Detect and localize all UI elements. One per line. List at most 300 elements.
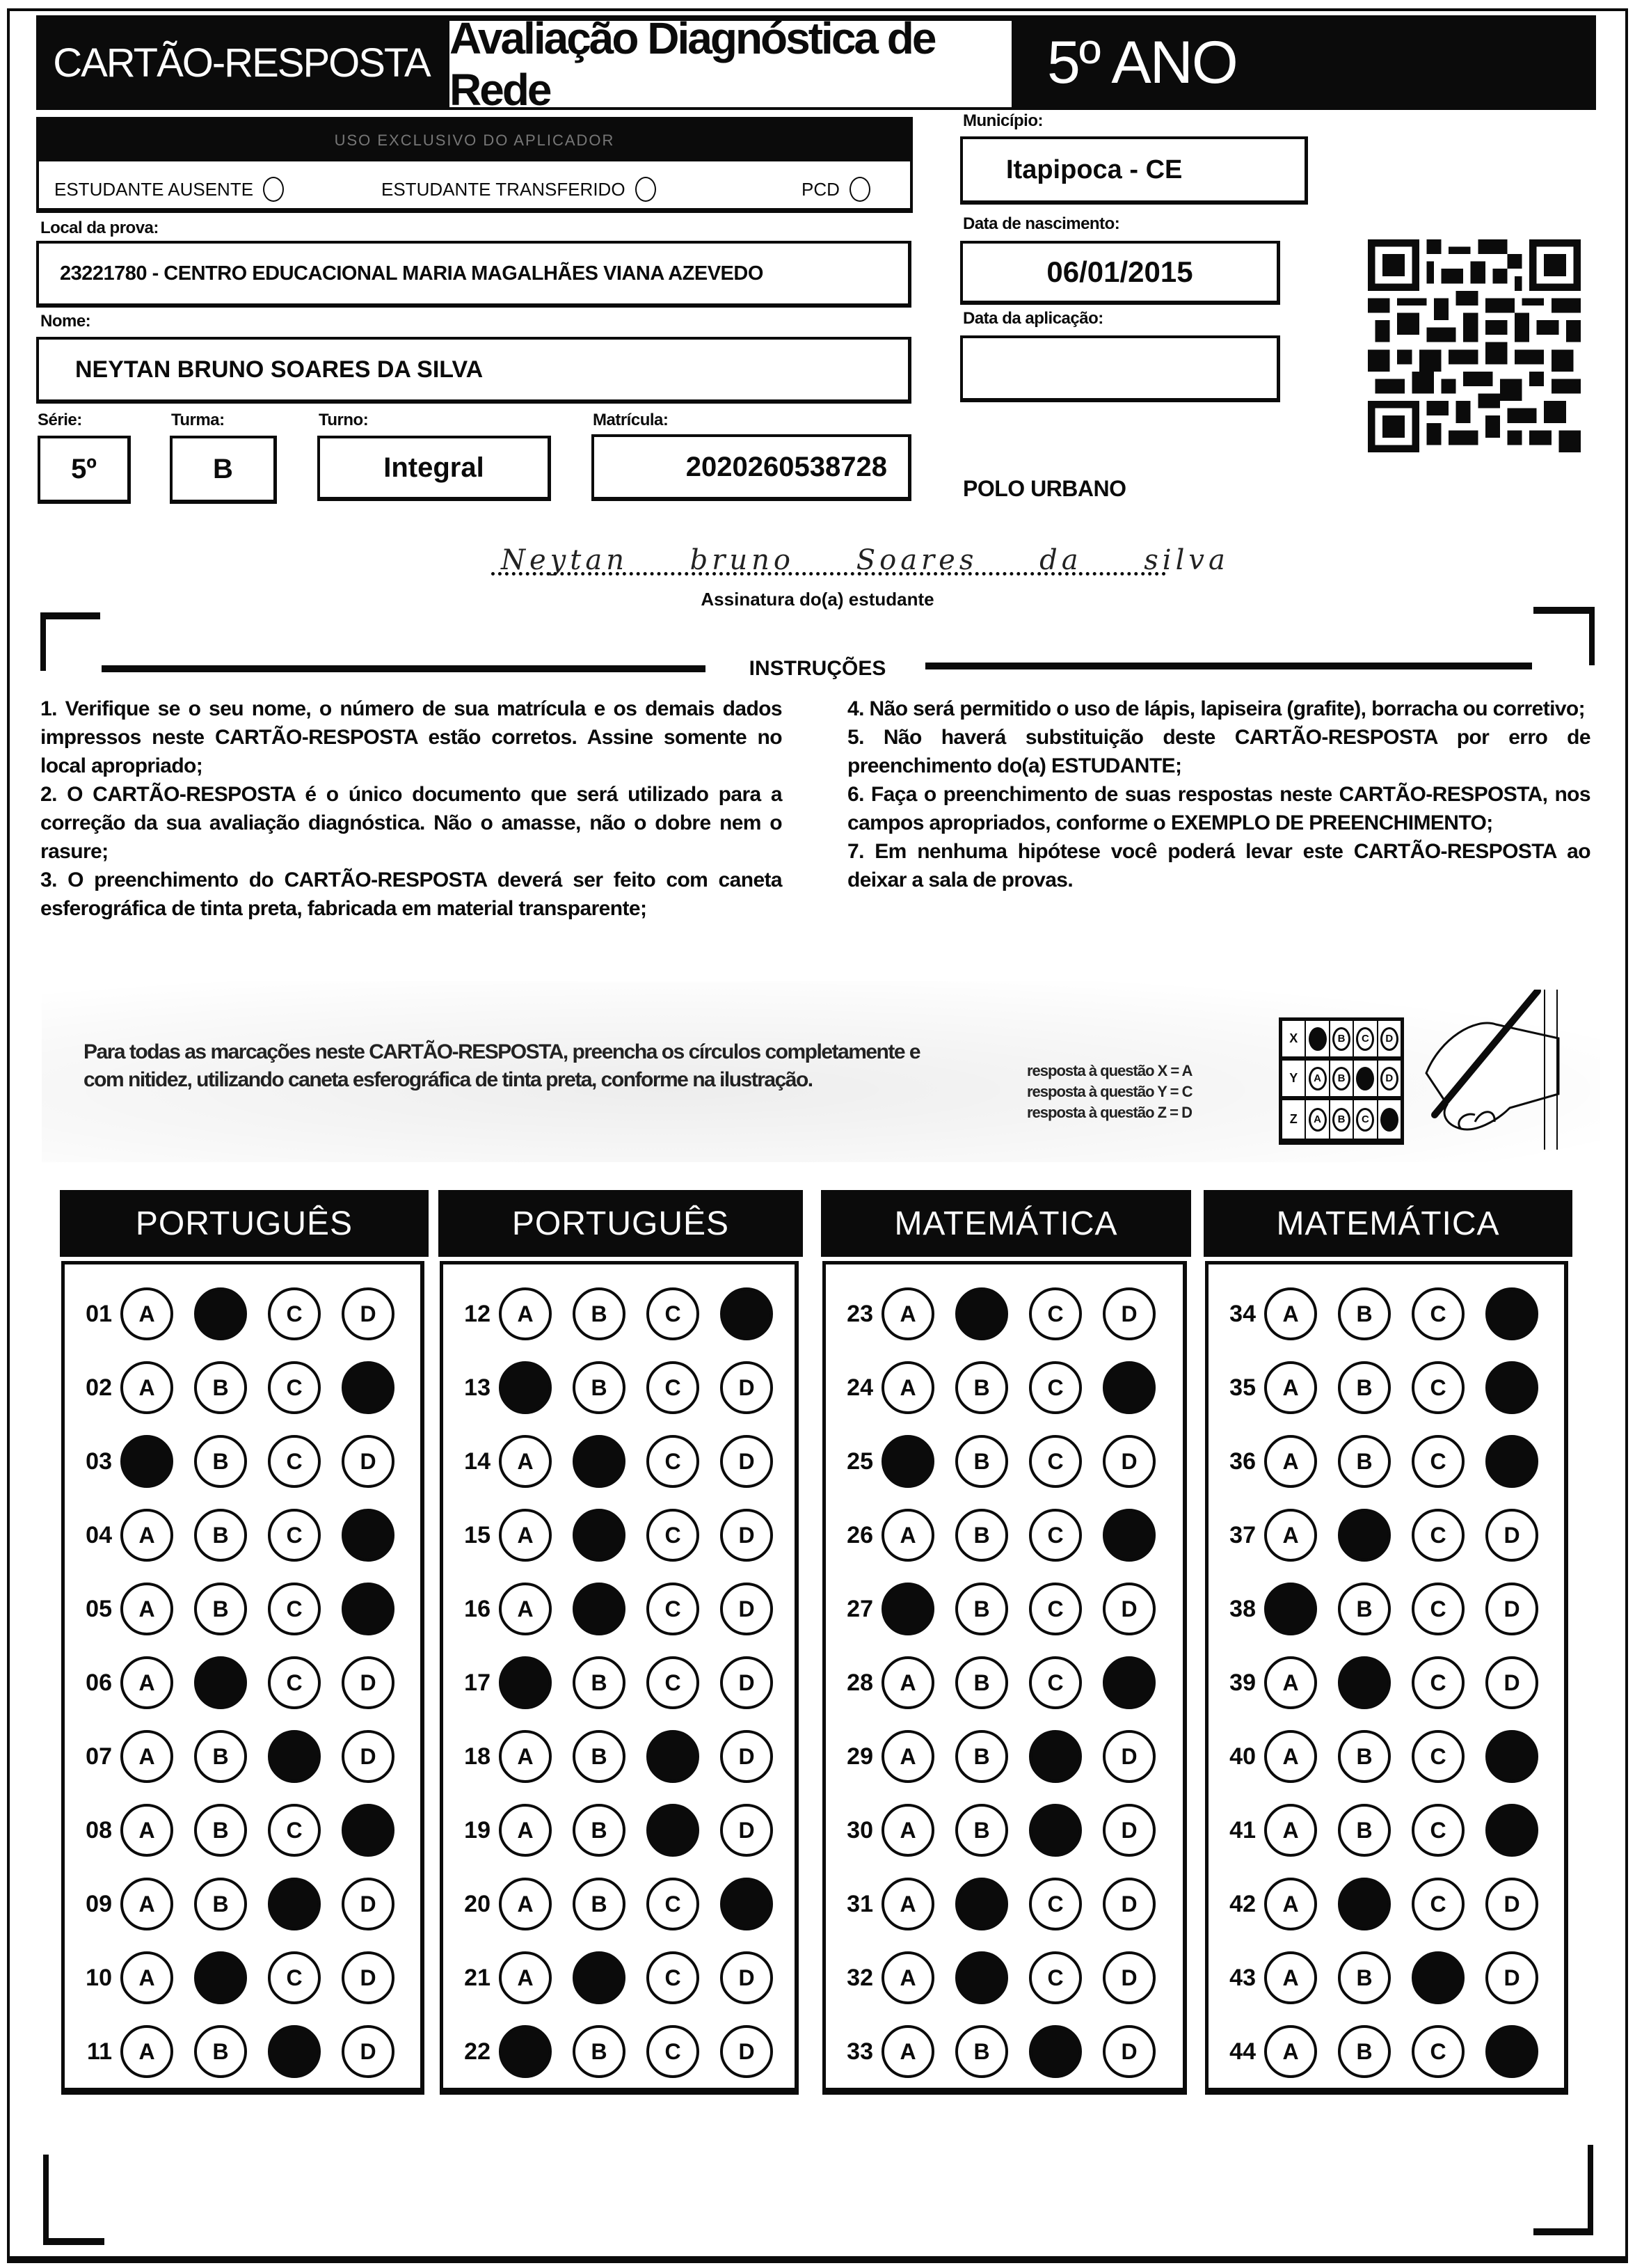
answer-bubble-d[interactable]: [1485, 1435, 1538, 1488]
question-number: 16: [464, 1595, 490, 1622]
question-row: [1209, 1425, 1559, 1498]
answer-bubble-c[interactable]: C: [1412, 1730, 1465, 1783]
answer-bubble-d[interactable]: D: [1485, 1656, 1538, 1709]
answer-bubble-d[interactable]: D: [342, 1878, 394, 1930]
answer-bubble-d[interactable]: D: [342, 1951, 394, 2004]
answer-bubble-b[interactable]: B: [194, 1361, 247, 1414]
answer-bubble-b[interactable]: B: [573, 2025, 625, 2078]
answer-bubble-a[interactable]: A: [882, 1804, 934, 1857]
answer-bubble-c[interactable]: C: [268, 1435, 321, 1488]
answer-bubble-a[interactable]: A: [882, 1730, 934, 1783]
question-number: 42: [1229, 1890, 1256, 1917]
answer-bubble-d[interactable]: D: [1103, 1878, 1156, 1930]
question-row: [443, 1646, 794, 1720]
answer-bubble-d[interactable]: D: [342, 1656, 394, 1709]
answer-bubble-b[interactable]: B: [955, 1583, 1008, 1635]
question-number: 36: [1229, 1448, 1256, 1475]
answer-bubble-c[interactable]: C: [268, 1804, 321, 1857]
answer-bubble-b[interactable]: [955, 1287, 1008, 1340]
example-bubble-c: [1356, 1067, 1374, 1091]
question-number: 44: [1229, 2038, 1256, 2065]
answer-bubble-d[interactable]: D: [1485, 1951, 1538, 2004]
answer-bubble-b[interactable]: [955, 1951, 1008, 2004]
answer-bubble-d[interactable]: [342, 1509, 394, 1562]
serie-label: Série:: [38, 411, 82, 429]
question-row: [1209, 1498, 1559, 1572]
question-number: 22: [464, 2038, 490, 2065]
example-row-label: Z: [1282, 1100, 1305, 1139]
question-number: 39: [1229, 1669, 1256, 1696]
answer-bubble-b[interactable]: B: [573, 1656, 625, 1709]
question-row: [65, 1351, 415, 1425]
example-bubble-c: C: [1356, 1108, 1374, 1132]
municipio-field: Itapipoca - CE: [960, 136, 1308, 205]
answer-bubble-c[interactable]: C: [1412, 1878, 1465, 1930]
question-number: 33: [847, 2038, 873, 2065]
answer-bubble-b[interactable]: B: [1338, 1361, 1391, 1414]
example-cell: [1330, 1020, 1353, 1060]
answer-bubble-d[interactable]: D: [1103, 1435, 1156, 1488]
answer-bubble-a[interactable]: A: [120, 1804, 173, 1857]
grade-title: 5º ANO: [1047, 29, 1237, 96]
question-number: 25: [847, 1448, 873, 1475]
matricula-field: 2020260538728: [591, 434, 911, 501]
question-row: [1209, 1277, 1559, 1351]
question-row: [443, 2015, 794, 2088]
question-number: 40: [1229, 1743, 1256, 1770]
question-row: [1209, 1572, 1559, 1646]
hand-pen-icon: [1398, 990, 1593, 1150]
answer-bubble-c[interactable]: [646, 1730, 699, 1783]
matricula-label: Matrícula:: [593, 411, 669, 429]
local-field: 23221780 - CENTRO EDUCACIONAL MARIA MAGALHÃES VIANA AZEVEDO: [36, 241, 911, 308]
question-row: [826, 1351, 1177, 1425]
answer-bubble-b[interactable]: B: [955, 1435, 1008, 1488]
answer-bubble-c[interactable]: [268, 1730, 321, 1783]
answer-bubble-c[interactable]: C: [646, 1878, 699, 1930]
question-number: 18: [464, 1743, 490, 1770]
question-row: [826, 1941, 1177, 2015]
question-number: 31: [847, 1890, 873, 1917]
answer-bubble-b[interactable]: B: [1338, 1951, 1391, 2004]
example-bubble-a: A: [1309, 1067, 1327, 1091]
question-number: 13: [464, 1374, 490, 1401]
answer-bubble-b[interactable]: [194, 1951, 247, 2004]
answer-bubble-c[interactable]: C: [1412, 1361, 1465, 1414]
answer-bubble-c[interactable]: C: [646, 1656, 699, 1709]
answer-bubble-d[interactable]: D: [720, 1583, 773, 1635]
answer-bubble-b[interactable]: [573, 1583, 625, 1635]
answer-bubble-a[interactable]: A: [499, 1951, 552, 2004]
example-cell: [1353, 1020, 1377, 1060]
answer-bubble-b[interactable]: [573, 1435, 625, 1488]
instruction-5: 5. Não haverá substituição deste CARTÃO-RESPOSTA por erro de preenchimento do(a) ESTUDANTE;: [847, 726, 1590, 777]
question-row: [1209, 1867, 1559, 1941]
answer-bubble-a[interactable]: A: [120, 1583, 173, 1635]
answer-bubble-a[interactable]: [120, 1435, 173, 1488]
answer-bubble-d[interactable]: [720, 1878, 773, 1930]
question-number: 27: [847, 1595, 873, 1622]
applicator-box: [36, 117, 913, 213]
answer-panel-2: [440, 1261, 799, 2095]
legend-y: resposta à questão Y = C: [1027, 1083, 1193, 1100]
answer-bubble-c[interactable]: C: [646, 1583, 699, 1635]
answer-bubble-c[interactable]: [1029, 1804, 1082, 1857]
answer-bubble-a[interactable]: A: [120, 1509, 173, 1562]
corner-mark-bottom-right: [1588, 2145, 1593, 2235]
question-row: [443, 1572, 794, 1646]
subject-header-1: PORTUGUÊS: [60, 1190, 429, 1257]
exam-title: Avaliação Diagnóstica de Rede: [449, 21, 1012, 107]
answer-bubble-b[interactable]: B: [573, 1878, 625, 1930]
question-number: 01: [86, 1300, 112, 1327]
absent-label: ESTUDANTE AUSENTE: [54, 178, 254, 200]
answer-bubble-d[interactable]: D: [342, 1730, 394, 1783]
answer-bubble-c[interactable]: C: [646, 1509, 699, 1562]
answer-bubble-a[interactable]: [499, 2025, 552, 2078]
answer-bubble-a[interactable]: A: [1264, 2025, 1317, 2078]
transferred-label: ESTUDANTE TRANSFERIDO: [381, 178, 625, 200]
example-cell: [1378, 1060, 1401, 1100]
answer-bubble-d[interactable]: [1485, 1730, 1538, 1783]
answer-bubble-b[interactable]: B: [955, 1804, 1008, 1857]
example-grid: [1279, 1017, 1404, 1145]
answer-bubble-a[interactable]: A: [120, 1730, 173, 1783]
answer-bubble-d[interactable]: D: [720, 1361, 773, 1414]
answer-bubble-d[interactable]: D: [720, 2025, 773, 2078]
question-number: 37: [1229, 1521, 1256, 1548]
question-number: 43: [1229, 1964, 1256, 1991]
answer-bubble-d[interactable]: [342, 1583, 394, 1635]
instructions-left: [40, 695, 782, 923]
answer-bubble-b[interactable]: B: [1338, 2025, 1391, 2078]
answer-bubble-b[interactable]: B: [955, 1656, 1008, 1709]
answer-bubble-c[interactable]: C: [646, 1287, 699, 1340]
question-row: [65, 1867, 415, 1941]
answer-bubble-a[interactable]: A: [120, 1878, 173, 1930]
answer-bubble-c[interactable]: C: [1412, 1583, 1465, 1635]
answer-bubble-b[interactable]: B: [955, 1730, 1008, 1783]
answer-bubble-d[interactable]: D: [342, 1435, 394, 1488]
example-row-label: Y: [1282, 1060, 1305, 1100]
answer-bubble-b[interactable]: B: [1338, 1287, 1391, 1340]
answer-bubble-c[interactable]: C: [1029, 1509, 1082, 1562]
answer-bubble-b[interactable]: B: [194, 1435, 247, 1488]
answer-bubble-c[interactable]: [646, 1804, 699, 1857]
answer-bubble-c[interactable]: C: [268, 1951, 321, 2004]
answer-bubble-d[interactable]: [1485, 1804, 1538, 1857]
answer-bubble-c[interactable]: C: [1412, 1656, 1465, 1709]
answer-bubble-b[interactable]: B: [194, 1509, 247, 1562]
example-bubble-a: A: [1309, 1108, 1327, 1132]
answer-bubble-b[interactable]: [194, 1656, 247, 1709]
question-number: 14: [464, 1448, 490, 1475]
answer-bubble-c[interactable]: [268, 2025, 321, 2078]
answer-bubble-a[interactable]: [1264, 1583, 1317, 1635]
answer-bubble-d[interactable]: [1103, 1656, 1156, 1709]
example-cell: [1305, 1100, 1329, 1139]
answer-bubble-a[interactable]: A: [882, 2025, 934, 2078]
answer-bubble-c[interactable]: C: [1412, 1435, 1465, 1488]
question-number: 30: [847, 1816, 873, 1843]
answer-bubble-b[interactable]: B: [1338, 1435, 1391, 1488]
answer-bubble-d[interactable]: [1485, 1287, 1538, 1340]
question-row: [65, 1793, 415, 1867]
answer-bubble-d[interactable]: D: [720, 1951, 773, 2004]
question-number: 23: [847, 1300, 873, 1327]
answer-bubble-c[interactable]: [1412, 1951, 1465, 2004]
example-cell: [1330, 1100, 1353, 1139]
instructions-title: INSTRUÇÕES: [749, 657, 886, 680]
question-row: [826, 1277, 1177, 1351]
answer-bubble-c[interactable]: C: [268, 1656, 321, 1709]
answer-bubble-c[interactable]: [268, 1878, 321, 1930]
answer-bubble-d[interactable]: [342, 1804, 394, 1857]
answer-bubble-c[interactable]: C: [268, 1583, 321, 1635]
instruction-6: 6. Faça o preenchimento de suas respostas neste CARTÃO-RESPOSTA, nos campos apropriados, conforme o EXEMPLO DE PREENCHIMENTO;: [847, 783, 1590, 834]
instruction-7: 7. Em nenhuma hipótese você poderá levar este CARTÃO-RESPOSTA ao deixar a sala de provas.: [847, 840, 1590, 891]
name-label: Nome:: [40, 312, 91, 331]
pcd-option[interactable]: [801, 177, 870, 202]
answer-bubble-a[interactable]: A: [499, 1509, 552, 1562]
absent-radio[interactable]: [263, 177, 284, 202]
answer-bubble-c[interactable]: C: [646, 1435, 699, 1488]
question-row: [826, 1425, 1177, 1498]
answer-bubble-a[interactable]: A: [882, 1287, 934, 1340]
legend-x: resposta à questão X = A: [1027, 1062, 1193, 1079]
corner-mark-bottom-left: [43, 2155, 49, 2245]
answer-bubble-b[interactable]: [1338, 1509, 1391, 1562]
answer-bubble-b[interactable]: [573, 1509, 625, 1562]
answer-bubble-b[interactable]: B: [194, 1730, 247, 1783]
answer-bubble-a[interactable]: A: [882, 1509, 934, 1562]
answer-bubble-a[interactable]: A: [120, 1656, 173, 1709]
question-number: 06: [86, 1669, 112, 1696]
answer-bubble-c[interactable]: [1029, 1730, 1082, 1783]
answer-bubble-a[interactable]: A: [1264, 1509, 1317, 1562]
answer-bubble-a[interactable]: A: [120, 1951, 173, 2004]
answer-bubble-d[interactable]: D: [720, 1804, 773, 1857]
question-number: 11: [87, 2038, 112, 2065]
question-row: [826, 1498, 1177, 1572]
answer-bubble-a[interactable]: A: [1264, 1656, 1317, 1709]
answer-bubble-d[interactable]: D: [720, 1656, 773, 1709]
answer-bubble-a[interactable]: A: [499, 1583, 552, 1635]
answer-panel-3: [822, 1261, 1187, 2095]
answer-bubble-b[interactable]: B: [194, 1878, 247, 1930]
question-number: 19: [464, 1816, 490, 1843]
answer-bubble-b[interactable]: B: [194, 2025, 247, 2078]
transferred-radio[interactable]: [635, 177, 656, 202]
answer-bubble-d[interactable]: D: [1485, 1878, 1538, 1930]
instruction-2: 2. O CARTÃO-RESPOSTA é o único documento que será utilizado para a correção da sua avaliação diagnóstica. Não o amasse, não o dobre nem o rasure;: [40, 783, 782, 863]
answer-bubble-c[interactable]: C: [1029, 1583, 1082, 1635]
answer-bubble-a[interactable]: [882, 1435, 934, 1488]
answer-bubble-d[interactable]: D: [720, 1435, 773, 1488]
answer-bubble-d[interactable]: D: [1103, 1804, 1156, 1857]
answer-bubble-a[interactable]: A: [499, 1878, 552, 1930]
question-number: 03: [86, 1448, 112, 1475]
answer-bubble-c[interactable]: C: [268, 1287, 321, 1340]
applicator-heading: USO EXCLUSIVO DO APLICADOR: [39, 120, 910, 161]
answer-bubble-d[interactable]: D: [720, 1509, 773, 1562]
question-number: 08: [86, 1816, 112, 1843]
answer-bubble-a[interactable]: A: [499, 1287, 552, 1340]
answer-bubble-c[interactable]: C: [646, 1361, 699, 1414]
answer-bubble-b[interactable]: B: [955, 1509, 1008, 1562]
question-number: 05: [86, 1595, 112, 1622]
answer-bubble-a[interactable]: A: [499, 1804, 552, 1857]
question-row: [1209, 1720, 1559, 1793]
instructions-right: [847, 695, 1590, 894]
answer-bubble-c[interactable]: [1029, 2025, 1082, 2078]
answer-bubble-d[interactable]: [720, 1287, 773, 1340]
subject-header-3: MATEMÁTICA: [821, 1190, 1191, 1257]
answer-bubble-d[interactable]: D: [720, 1730, 773, 1783]
answer-bubble-d[interactable]: [1485, 2025, 1538, 2078]
answer-bubble-c[interactable]: C: [1029, 1656, 1082, 1709]
answer-bubble-a[interactable]: A: [1264, 1361, 1317, 1414]
answer-bubble-a[interactable]: [882, 1583, 934, 1635]
answer-bubble-c[interactable]: C: [1412, 2025, 1465, 2078]
question-row: [65, 2015, 415, 2088]
signature-line[interactable]: [491, 572, 1166, 576]
example-text: Para todas as marcações neste CARTÃO-RESPOSTA, preencha os círculos completamente e com nitidez, utilizando caneta esferográfica de tinta preta, conforme na ilustração.: [83, 1040, 920, 1091]
answer-bubble-a[interactable]: [499, 1656, 552, 1709]
question-number: 34: [1229, 1300, 1256, 1327]
answer-bubble-d[interactable]: D: [1485, 1509, 1538, 1562]
answer-bubble-c[interactable]: C: [1029, 1361, 1082, 1414]
answer-bubble-d[interactable]: D: [1103, 1730, 1156, 1783]
answer-bubble-a[interactable]: A: [120, 1361, 173, 1414]
answer-bubble-d[interactable]: [1103, 1509, 1156, 1562]
answer-bubble-b[interactable]: B: [1338, 1583, 1391, 1635]
answer-bubble-b[interactable]: B: [955, 2025, 1008, 2078]
answer-bubble-b[interactable]: B: [573, 1804, 625, 1857]
subject-header-4: MATEMÁTICA: [1204, 1190, 1572, 1257]
answer-bubble-c[interactable]: C: [1412, 1509, 1465, 1562]
answer-bubble-c[interactable]: C: [1029, 1435, 1082, 1488]
answer-bubble-d[interactable]: D: [1103, 1583, 1156, 1635]
answer-bubble-d[interactable]: D: [342, 1287, 394, 1340]
legend-z: resposta à questão Z = D: [1027, 1104, 1193, 1121]
question-number: 28: [847, 1669, 873, 1696]
question-row: [443, 1498, 794, 1572]
question-row: [65, 1425, 415, 1498]
answer-bubble-c[interactable]: C: [268, 1361, 321, 1414]
question-row: [826, 2015, 1177, 2088]
answer-bubble-a[interactable]: A: [499, 1730, 552, 1783]
instruction-3: 3. O preenchimento do CARTÃO-RESPOSTA deverá ser feito com caneta esferográfica de tinta preta, fabricada em material transparente;: [40, 869, 782, 920]
question-row: [443, 1867, 794, 1941]
answer-bubble-c[interactable]: C: [646, 2025, 699, 2078]
instruction-1: 1. Verifique se o seu nome, o número de sua matrícula e os demais dados impressos neste CARTÃO-RESPOSTA estão corretos. Assine somente no local apropriado;: [40, 697, 782, 777]
answer-bubble-c[interactable]: C: [1029, 1878, 1082, 1930]
answer-bubble-a[interactable]: [499, 1361, 552, 1414]
answer-bubble-b[interactable]: B: [573, 1287, 625, 1340]
example-cell: [1378, 1100, 1401, 1139]
answer-bubble-a[interactable]: A: [1264, 1804, 1317, 1857]
answer-bubble-b[interactable]: B: [194, 1583, 247, 1635]
answer-bubble-d[interactable]: [1103, 1361, 1156, 1414]
answer-bubble-c[interactable]: C: [1029, 1951, 1082, 2004]
answer-bubble-a[interactable]: A: [1264, 1287, 1317, 1340]
answer-bubble-d[interactable]: D: [1103, 1951, 1156, 2004]
answer-bubble-d[interactable]: D: [342, 2025, 394, 2078]
absent-option[interactable]: [54, 177, 284, 202]
answer-bubble-c[interactable]: C: [1412, 1804, 1465, 1857]
answer-bubble-a[interactable]: A: [1264, 1878, 1317, 1930]
corner-mark-top-right: [1533, 607, 1595, 614]
answer-bubble-c[interactable]: C: [1029, 1287, 1082, 1340]
answer-bubble-d[interactable]: D: [1103, 2025, 1156, 2078]
answer-bubble-c[interactable]: C: [1412, 1287, 1465, 1340]
example-cell: [1330, 1060, 1353, 1100]
instruction-4: 4. Não será permitido o uso de lápis, lapiseira (grafite), borracha ou corretivo;: [847, 697, 1586, 720]
answer-bubble-a[interactable]: A: [882, 1656, 934, 1709]
question-row: [65, 1720, 415, 1793]
answer-bubble-a[interactable]: A: [1264, 1951, 1317, 2004]
answer-bubble-b[interactable]: B: [1338, 1804, 1391, 1857]
answer-bubble-b[interactable]: [573, 1951, 625, 2004]
example-cell: [1305, 1060, 1329, 1100]
answer-bubble-a[interactable]: A: [120, 2025, 173, 2078]
answer-bubble-b[interactable]: B: [194, 1804, 247, 1857]
question-number: 32: [847, 1964, 873, 1991]
answer-bubble-a[interactable]: A: [1264, 1435, 1317, 1488]
answer-panel-4: [1205, 1261, 1568, 2095]
question-row: [1209, 1941, 1559, 2015]
answer-bubble-a[interactable]: A: [882, 1361, 934, 1414]
question-number: 20: [464, 1890, 490, 1917]
answer-bubble-d[interactable]: D: [1485, 1583, 1538, 1635]
example-bubble-a: [1309, 1027, 1327, 1051]
answer-bubble-b[interactable]: B: [573, 1730, 625, 1783]
answer-bubble-b[interactable]: [194, 1287, 247, 1340]
answer-bubble-a[interactable]: A: [120, 1287, 173, 1340]
answer-bubble-a[interactable]: A: [882, 1951, 934, 2004]
answer-bubble-b[interactable]: [955, 1878, 1008, 1930]
application-date-field: [960, 335, 1280, 402]
answer-bubble-b[interactable]: B: [1338, 1730, 1391, 1783]
answer-bubble-b[interactable]: B: [573, 1361, 625, 1414]
answer-bubble-b[interactable]: B: [955, 1361, 1008, 1414]
question-number: 26: [847, 1521, 873, 1548]
answer-bubble-c[interactable]: C: [646, 1951, 699, 2004]
pcd-radio[interactable]: [850, 177, 870, 202]
answer-bubble-b[interactable]: [1338, 1656, 1391, 1709]
turno-label: Turno:: [319, 411, 369, 429]
answer-bubble-d[interactable]: [1485, 1361, 1538, 1414]
question-row: [443, 1277, 794, 1351]
answer-bubble-d[interactable]: [342, 1361, 394, 1414]
transferred-option[interactable]: [381, 177, 656, 202]
answer-bubble-a[interactable]: A: [882, 1878, 934, 1930]
answer-bubble-b[interactable]: [1338, 1878, 1391, 1930]
question-number: 04: [86, 1521, 112, 1548]
question-number: 07: [86, 1743, 112, 1770]
answer-bubble-a[interactable]: A: [499, 1435, 552, 1488]
answer-bubble-c[interactable]: C: [268, 1509, 321, 1562]
answer-bubble-a[interactable]: A: [1264, 1730, 1317, 1783]
turma-field: B: [170, 436, 277, 504]
question-number: 15: [464, 1521, 490, 1548]
example-bubble-d: D: [1380, 1067, 1398, 1091]
question-row: [65, 1646, 415, 1720]
question-number: 12: [464, 1300, 490, 1327]
question-row: [65, 1941, 415, 2015]
answer-bubble-d[interactable]: D: [1103, 1287, 1156, 1340]
